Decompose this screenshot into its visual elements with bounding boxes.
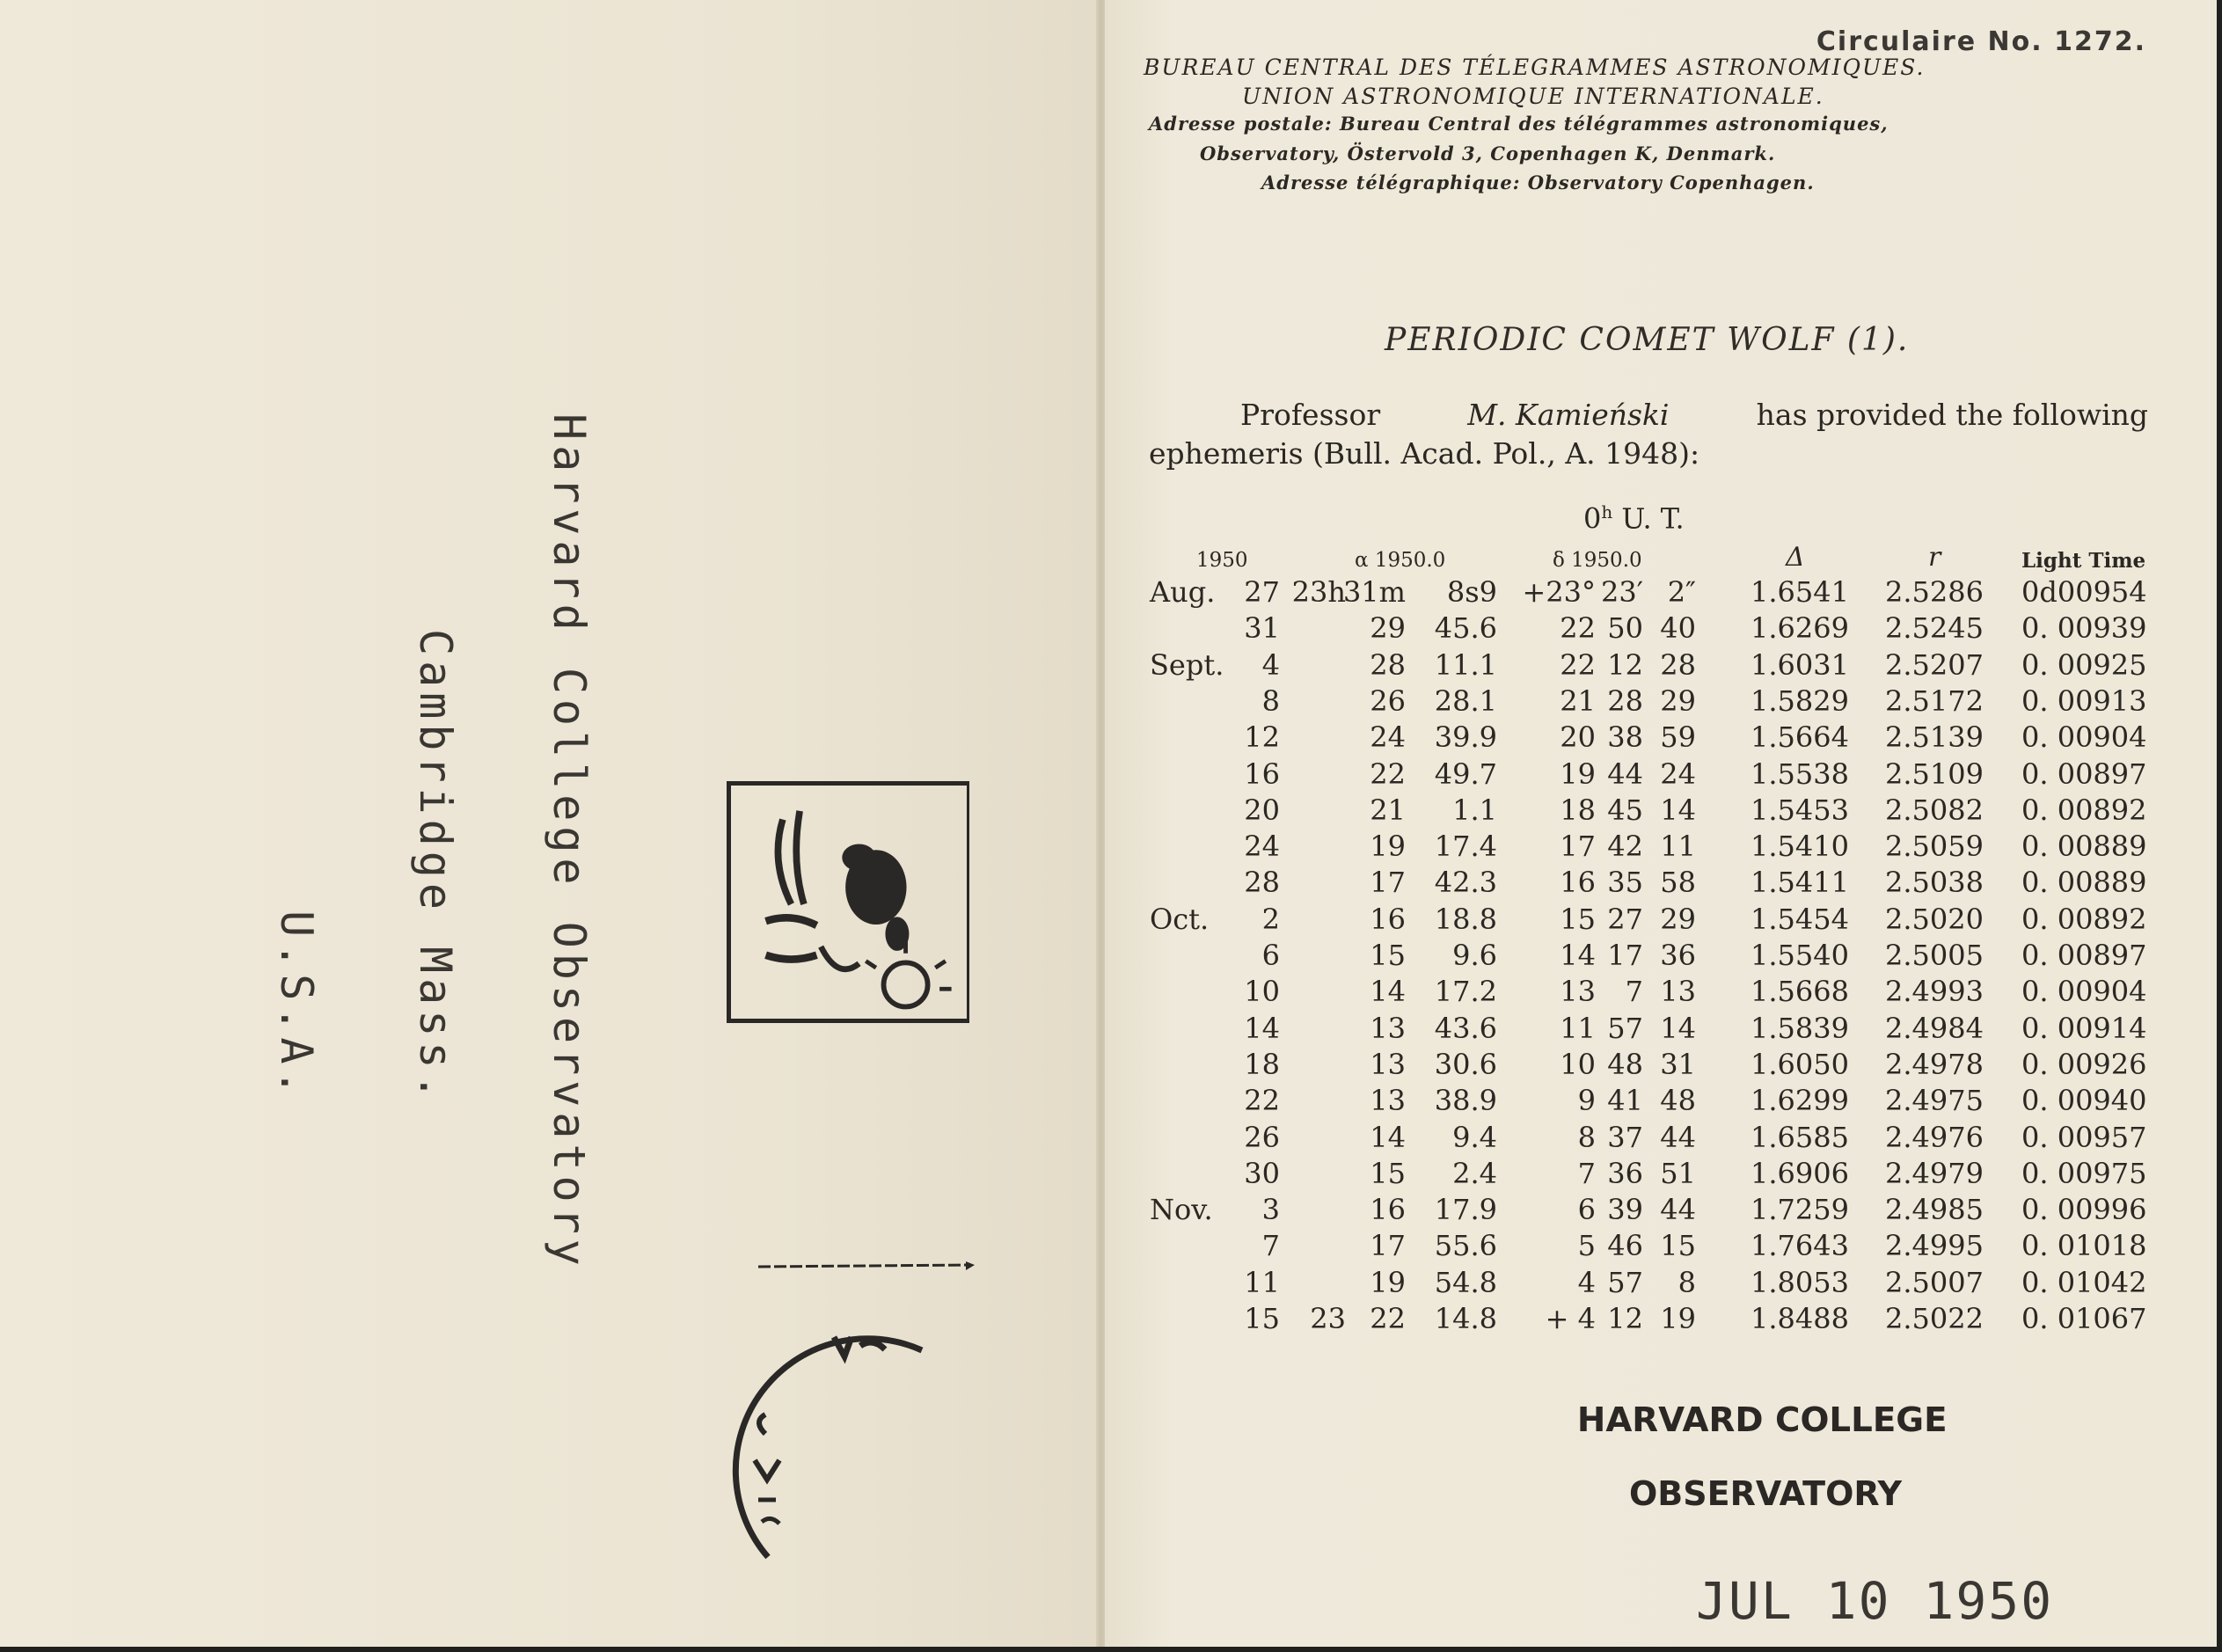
row-day: 8 xyxy=(1261,684,1280,718)
row-dec-minutes: 38 xyxy=(1607,720,1643,754)
row-ra-seconds: 17.9 xyxy=(1434,1193,1497,1226)
row-r: 2.5005 xyxy=(1885,939,1984,972)
row-light-time: 0. 00892 xyxy=(2021,793,2147,827)
row-delta: 1.5453 xyxy=(1751,793,1849,827)
row-light-time: 0. 00939 xyxy=(2021,611,2147,645)
epoch-label xyxy=(1583,501,1685,536)
row-day: 20 xyxy=(1244,793,1280,827)
row-day: 31 xyxy=(1244,611,1280,645)
row-day: 4 xyxy=(1261,648,1280,682)
row-dec-degrees: 7 xyxy=(1577,1157,1596,1190)
postal-address-line2: Observatory, Östervold 3, Copenhagen K, Denmark. xyxy=(1200,143,1776,164)
row-dec-seconds: 58 xyxy=(1660,866,1696,899)
row-dec-seconds: 31 xyxy=(1660,1048,1696,1081)
row-day: 30 xyxy=(1244,1157,1280,1190)
row-ra-minutes: 22 xyxy=(1370,1302,1406,1335)
postmark-cancellation xyxy=(720,1311,966,1575)
row-ra-seconds: 11.1 xyxy=(1434,648,1497,682)
row-r: 2.4984 xyxy=(1885,1012,1984,1045)
row-delta: 1.6299 xyxy=(1751,1084,1849,1117)
row-light-time: 0. 00897 xyxy=(2021,757,2147,791)
row-delta: 1.5538 xyxy=(1751,757,1849,791)
row-r: 2.4979 xyxy=(1885,1157,1984,1190)
row-light-time: 0. 01042 xyxy=(2021,1266,2147,1299)
row-ra-minutes: 21 xyxy=(1370,793,1406,827)
row-delta: 1.6585 xyxy=(1751,1121,1849,1154)
header-ra: α 1950.0 xyxy=(1355,549,1446,572)
row-dec-seconds: 48 xyxy=(1660,1084,1696,1117)
row-dec-degrees: 22 xyxy=(1560,611,1596,645)
row-delta: 1.6269 xyxy=(1751,611,1849,645)
row-delta: 1.5839 xyxy=(1751,1012,1849,1045)
row-month: Aug. xyxy=(1150,575,1216,609)
address-line-country: U.S.A. xyxy=(271,910,322,1101)
row-dec-degrees: 22 xyxy=(1560,648,1596,682)
bureau-name: BUREAU CENTRAL DES TÉLEGRAMMES ASTRONOMIQUES. xyxy=(1144,55,1926,80)
row-delta: 1.5540 xyxy=(1751,939,1849,972)
row-dec-seconds: 15 xyxy=(1660,1229,1696,1262)
row-r: 2.5207 xyxy=(1885,648,1984,682)
row-day: 10 xyxy=(1244,975,1280,1008)
row-dec-seconds: 36 xyxy=(1660,939,1696,972)
row-delta: 1.8488 xyxy=(1751,1302,1849,1335)
row-ra-seconds: 1.1 xyxy=(1452,793,1497,827)
row-dec-minutes: 23′ xyxy=(1601,575,1643,609)
row-dec-degrees: 16 xyxy=(1560,866,1596,899)
row-dec-degrees: + 4 xyxy=(1545,1302,1596,1335)
row-r: 2.4985 xyxy=(1885,1193,1984,1226)
row-dec-degrees: 6 xyxy=(1577,1193,1596,1226)
row-ra-seconds: 28.1 xyxy=(1434,684,1497,718)
row-r: 2.5109 xyxy=(1885,757,1984,791)
row-delta: 1.5829 xyxy=(1751,684,1849,718)
header-r: r xyxy=(1928,542,1941,573)
row-dec-degrees: 21 xyxy=(1560,684,1596,718)
row-day: 18 xyxy=(1244,1048,1280,1081)
row-light-time: 0. 00925 xyxy=(2021,648,2147,682)
row-r: 2.5139 xyxy=(1885,720,1984,754)
row-light-time: 0. 00897 xyxy=(2021,939,2147,972)
epoch-zero: 0 xyxy=(1583,501,1602,536)
address-cover-page xyxy=(0,0,1098,1652)
row-light-time: 0. 00892 xyxy=(2021,903,2147,936)
postage-stamp-ink xyxy=(731,786,967,1019)
row-ra-seconds: 42.3 xyxy=(1434,866,1497,899)
row-r: 2.4995 xyxy=(1885,1229,1984,1262)
row-dec-degrees: 13 xyxy=(1560,975,1596,1008)
intro-line2: ephemeris (Bull. Acad. Pol., A. 1948): xyxy=(1149,436,1700,471)
row-day: 6 xyxy=(1261,939,1280,972)
row-dec-seconds: 28 xyxy=(1660,648,1696,682)
row-delta: 1.7643 xyxy=(1751,1229,1849,1262)
row-dec-degrees: 5 xyxy=(1577,1229,1596,1262)
union-name: UNION ASTRONOMIQUE INTERNATIONALE. xyxy=(1242,84,1824,109)
row-ra-seconds: 43.6 xyxy=(1434,1012,1497,1045)
header-year: 1950 xyxy=(1196,549,1248,572)
row-r: 2.5082 xyxy=(1885,793,1984,827)
row-ra-seconds: 18.8 xyxy=(1434,903,1497,936)
row-dec-degrees: 15 xyxy=(1560,903,1596,936)
row-dec-minutes: 50 xyxy=(1607,611,1643,645)
row-ra-minutes: 15 xyxy=(1370,939,1406,972)
epoch-rest: U. T. xyxy=(1612,501,1685,536)
row-day: 2 xyxy=(1261,903,1280,936)
row-dec-degrees: 9 xyxy=(1577,1084,1596,1117)
row-dec-seconds: 24 xyxy=(1660,757,1696,791)
row-dec-minutes: 39 xyxy=(1607,1193,1643,1226)
row-ra-seconds: 9.6 xyxy=(1452,939,1497,972)
row-dec-seconds: 59 xyxy=(1660,720,1696,754)
row-dec-minutes: 7 xyxy=(1625,975,1643,1008)
header-light-time: Light Time xyxy=(2021,549,2146,573)
intro-line1 xyxy=(1149,396,2148,435)
row-dec-seconds: 40 xyxy=(1660,611,1696,645)
row-ra-seconds: 30.6 xyxy=(1434,1048,1497,1081)
row-dec-degrees: 4 xyxy=(1577,1266,1596,1299)
row-ra-minutes: 14 xyxy=(1370,975,1406,1008)
row-month: Oct. xyxy=(1150,903,1210,936)
row-dec-minutes: 46 xyxy=(1607,1229,1643,1262)
row-day: 27 xyxy=(1244,575,1280,609)
row-delta: 1.6906 xyxy=(1751,1157,1849,1190)
row-dec-minutes: 45 xyxy=(1607,793,1643,827)
intro-mid: has provided the following xyxy=(1756,398,2148,432)
row-dec-seconds: 44 xyxy=(1660,1193,1696,1226)
row-delta: 1.6050 xyxy=(1751,1048,1849,1081)
row-ra-minutes: 24 xyxy=(1370,720,1406,754)
row-dec-seconds: 29 xyxy=(1660,684,1696,718)
row-ra-minutes: 28 xyxy=(1370,648,1406,682)
row-delta: 1.5668 xyxy=(1751,975,1849,1008)
row-ra-seconds: 55.6 xyxy=(1434,1229,1497,1262)
row-delta: 1.8053 xyxy=(1751,1266,1849,1299)
row-dec-minutes: 27 xyxy=(1607,903,1643,936)
row-delta: 1.7259 xyxy=(1751,1193,1849,1226)
header-delta: Δ xyxy=(1786,542,1805,573)
row-r: 2.4976 xyxy=(1885,1121,1984,1154)
row-day: 7 xyxy=(1261,1229,1280,1262)
row-dec-seconds: 44 xyxy=(1660,1121,1696,1154)
row-dec-seconds: 14 xyxy=(1660,793,1696,827)
row-light-time: 0. 00926 xyxy=(2021,1048,2147,1081)
article-intro xyxy=(1149,396,2148,473)
row-dec-minutes: 28 xyxy=(1607,684,1643,718)
header-dec: δ 1950.0 xyxy=(1553,549,1642,572)
row-ra-seconds: 14.8 xyxy=(1434,1302,1497,1335)
address-line-observatory: Harvard College Observatory xyxy=(544,413,595,1271)
postmark-dash-line xyxy=(758,1261,978,1272)
postage-stamp xyxy=(727,781,969,1023)
row-ra-hours: 23h xyxy=(1291,575,1346,609)
row-r: 2.4993 xyxy=(1885,975,1984,1008)
row-ra-seconds: 17.2 xyxy=(1434,975,1497,1008)
row-light-time: 0. 00957 xyxy=(2021,1121,2147,1154)
row-dec-minutes: 17 xyxy=(1607,939,1643,972)
row-day: 16 xyxy=(1244,757,1280,791)
row-r: 2.5245 xyxy=(1885,611,1984,645)
row-ra-seconds: 9.4 xyxy=(1452,1121,1497,1154)
row-ra-seconds: 2.4 xyxy=(1452,1157,1497,1190)
epoch-sup: h xyxy=(1601,501,1613,523)
row-dec-seconds: 13 xyxy=(1660,975,1696,1008)
row-dec-degrees: 18 xyxy=(1560,793,1596,827)
row-month: Nov. xyxy=(1150,1193,1213,1226)
row-dec-degrees: 20 xyxy=(1560,720,1596,754)
row-ra-seconds: 54.8 xyxy=(1434,1266,1497,1299)
row-light-time: 0. 00904 xyxy=(2021,720,2147,754)
row-dec-minutes: 35 xyxy=(1607,866,1643,899)
row-light-time: 0. 00940 xyxy=(2021,1084,2147,1117)
row-ra-minutes: 14 xyxy=(1370,1121,1406,1154)
row-light-time: 0. 00914 xyxy=(2021,1012,2147,1045)
row-dec-minutes: 36 xyxy=(1607,1157,1643,1190)
row-ra-minutes: 19 xyxy=(1370,830,1406,863)
row-ra-hours: 23 xyxy=(1310,1302,1346,1335)
row-dec-minutes: 42 xyxy=(1607,830,1643,863)
intro-author: M. Kamieński xyxy=(1467,398,1670,432)
row-delta: 1.5454 xyxy=(1751,903,1849,936)
row-delta: 1.5410 xyxy=(1751,830,1849,863)
row-day: 12 xyxy=(1244,720,1280,754)
telegraph-address: Adresse télégraphique: Observatory Copenhagen. xyxy=(1261,172,1815,194)
row-dec-degrees: 8 xyxy=(1577,1121,1596,1154)
row-day: 26 xyxy=(1244,1121,1280,1154)
row-r: 2.5172 xyxy=(1885,684,1984,718)
row-r: 2.4978 xyxy=(1885,1048,1984,1081)
row-r: 2.5038 xyxy=(1885,866,1984,899)
row-dec-seconds: 11 xyxy=(1660,830,1696,863)
row-day: 11 xyxy=(1244,1266,1280,1299)
row-ra-minutes: 19 xyxy=(1370,1266,1406,1299)
row-r: 2.5020 xyxy=(1885,903,1984,936)
row-ra-minutes: 13 xyxy=(1370,1084,1406,1117)
row-dec-minutes: 12 xyxy=(1607,648,1643,682)
row-day: 28 xyxy=(1244,866,1280,899)
row-dec-seconds: 14 xyxy=(1660,1012,1696,1045)
row-ra-seconds: 8s9 xyxy=(1446,575,1497,609)
receiving-date-stamp: JUL 10 1950 xyxy=(1696,1571,2054,1631)
row-dec-seconds: 8 xyxy=(1677,1266,1696,1299)
row-ra-minutes: 16 xyxy=(1370,903,1406,936)
row-dec-seconds: 2″ xyxy=(1667,575,1696,609)
row-ra-seconds: 39.9 xyxy=(1434,720,1497,754)
row-ra-seconds: 17.4 xyxy=(1434,830,1497,863)
row-light-time: 0. 00904 xyxy=(2021,975,2147,1008)
row-r: 2.4975 xyxy=(1885,1084,1984,1117)
row-r: 2.5059 xyxy=(1885,830,1984,863)
article-title: PERIODIC COMET WOLF (1). xyxy=(1385,322,1910,358)
circular-number: Circulaire No. 1272. xyxy=(1816,26,2146,57)
row-dec-degrees: 11 xyxy=(1560,1012,1596,1045)
row-dec-minutes: 41 xyxy=(1607,1084,1643,1117)
row-light-time: 0. 01067 xyxy=(2021,1302,2147,1335)
row-dec-minutes: 57 xyxy=(1607,1266,1643,1299)
row-ra-minutes: 13 xyxy=(1370,1012,1406,1045)
row-r: 2.5007 xyxy=(1885,1266,1984,1299)
row-dec-minutes: 37 xyxy=(1607,1121,1643,1154)
row-ra-minutes: 29 xyxy=(1370,611,1406,645)
row-month: Sept. xyxy=(1150,648,1224,682)
row-dec-minutes: 48 xyxy=(1607,1048,1643,1081)
row-ra-seconds: 45.6 xyxy=(1434,611,1497,645)
row-light-time: 0. 00889 xyxy=(2021,830,2147,863)
row-dec-seconds: 19 xyxy=(1660,1302,1696,1335)
row-dec-degrees: 14 xyxy=(1560,939,1596,972)
row-day: 15 xyxy=(1244,1302,1280,1335)
row-ra-minutes: 17 xyxy=(1370,866,1406,899)
receiving-stamp-line2: OBSERVATORY xyxy=(1629,1474,1903,1513)
row-light-time: 0. 01018 xyxy=(2021,1229,2147,1262)
row-ra-minutes: 17 xyxy=(1370,1229,1406,1262)
row-light-time: 0. 00889 xyxy=(2021,866,2147,899)
row-dec-degrees: +23° xyxy=(1522,575,1596,609)
row-light-time: 0. 00996 xyxy=(2021,1193,2147,1226)
row-ra-seconds: 49.7 xyxy=(1434,757,1497,791)
row-ra-minutes: 26 xyxy=(1370,684,1406,718)
row-light-time: 0. 00913 xyxy=(2021,684,2147,718)
row-dec-degrees: 10 xyxy=(1560,1048,1596,1081)
row-day: 14 xyxy=(1244,1012,1280,1045)
scan-edge-right xyxy=(2217,0,2222,1652)
row-dec-minutes: 44 xyxy=(1607,757,1643,791)
row-ra-minutes: 31m xyxy=(1342,575,1406,609)
row-delta: 1.5664 xyxy=(1751,720,1849,754)
scan-edge-bottom xyxy=(0,1647,2222,1652)
row-day: 3 xyxy=(1261,1193,1280,1226)
receiving-stamp-line1: HARVARD COLLEGE xyxy=(1576,1400,1948,1439)
row-ra-seconds: 38.9 xyxy=(1434,1084,1497,1117)
address-line-city: Cambridge Mass. xyxy=(410,629,461,1106)
row-light-time: 0d00954 xyxy=(2021,575,2147,609)
row-dec-minutes: 12 xyxy=(1607,1302,1643,1335)
row-day: 24 xyxy=(1244,830,1280,863)
row-dec-seconds: 51 xyxy=(1660,1157,1696,1190)
row-light-time: 0. 00975 xyxy=(2021,1157,2147,1190)
row-ra-minutes: 13 xyxy=(1370,1048,1406,1081)
row-r: 2.5022 xyxy=(1885,1302,1984,1335)
intro-start: Professor xyxy=(1240,398,1381,432)
row-ra-minutes: 15 xyxy=(1370,1157,1406,1190)
row-dec-degrees: 17 xyxy=(1560,830,1596,863)
row-dec-minutes: 57 xyxy=(1607,1012,1643,1045)
row-dec-seconds: 29 xyxy=(1660,903,1696,936)
row-dec-degrees: 19 xyxy=(1560,757,1596,791)
row-delta: 1.6541 xyxy=(1751,575,1849,609)
row-ra-minutes: 22 xyxy=(1370,757,1406,791)
row-day: 22 xyxy=(1244,1084,1280,1117)
row-r: 2.5286 xyxy=(1885,575,1984,609)
row-delta: 1.6031 xyxy=(1751,648,1849,682)
row-delta: 1.5411 xyxy=(1751,866,1849,899)
postal-address-line1: Adresse postale: Bureau Central des télégrammes astronomiques, xyxy=(1149,113,1889,135)
row-ra-minutes: 16 xyxy=(1370,1193,1406,1226)
